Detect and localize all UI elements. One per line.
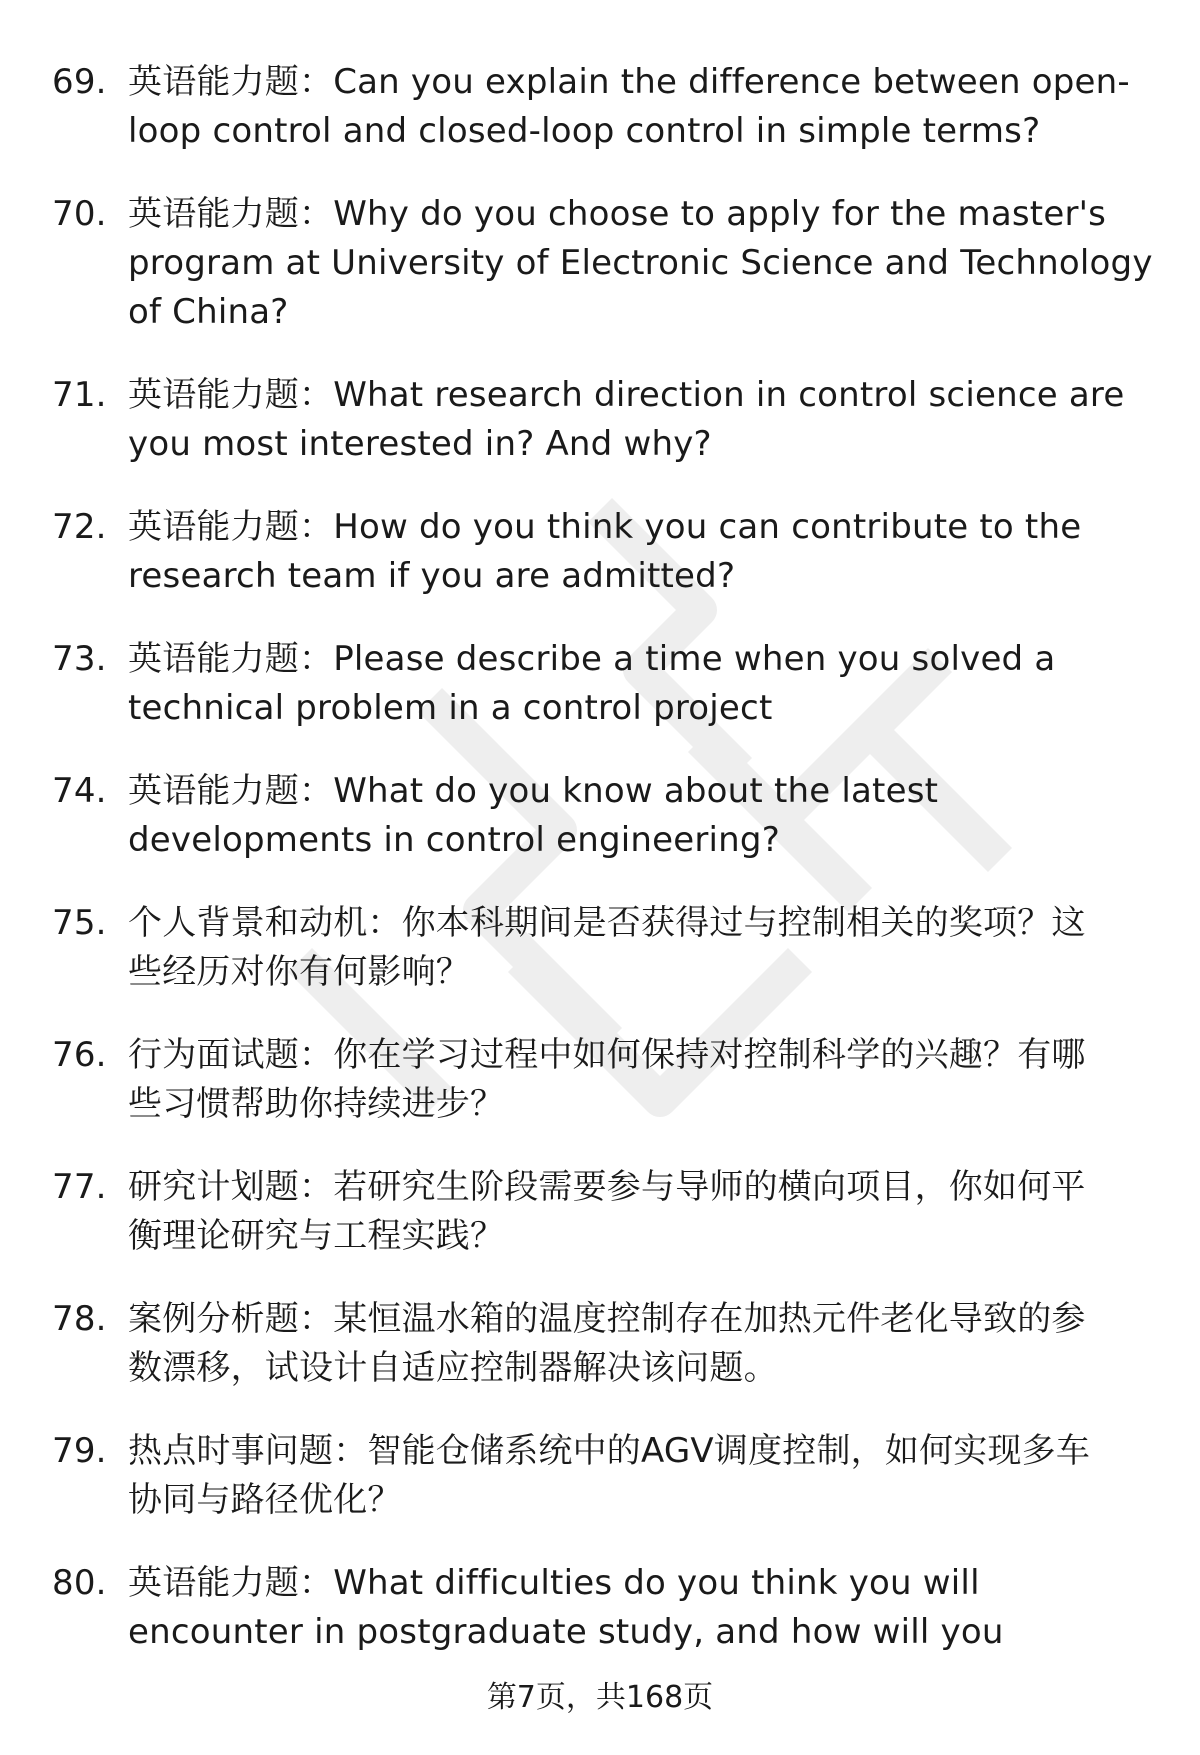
- question-text: [128, 58, 1162, 156]
- question-text-line: encounter in postgraduate study, and how will you: [128, 1612, 1004, 1652]
- question-item: [52, 1559, 1162, 1657]
- question-text-line: 研究计划题：若研究生阶段需要参与导师的横向项目，你如何平: [128, 1167, 1086, 1207]
- question-number: 72.: [52, 507, 107, 547]
- question-text-line: 英语能力题：Can you explain the difference between open-: [128, 62, 1130, 102]
- question-text-line: 英语能力题：What research direction in control science are: [128, 375, 1125, 415]
- question-text-line: program at University of Electronic Science and Technology: [128, 243, 1153, 283]
- question-number: 78.: [52, 1299, 107, 1339]
- question-text-line: 衡理论研究与工程实践？: [128, 1216, 505, 1256]
- question-number: 75.: [52, 903, 107, 943]
- question-text: [128, 1427, 1162, 1525]
- question-text-line: 英语能力题：What do you know about the latest: [128, 771, 939, 811]
- question-number: 76.: [52, 1035, 107, 1075]
- question-item: [52, 1163, 1162, 1261]
- question-text-line: loop control and closed-loop control in simple terms?: [128, 111, 1041, 151]
- question-list: [52, 58, 1162, 1691]
- question-item: [52, 503, 1162, 601]
- question-text-line: 英语能力题：Why do you choose to apply for the master's: [128, 194, 1107, 234]
- question-text-line: 英语能力题：What difficulties do you think you will: [128, 1563, 980, 1603]
- question-text: [128, 503, 1162, 601]
- question-text-line: 案例分析题：某恒温水箱的温度控制存在加热元件老化导致的参: [128, 1299, 1086, 1339]
- question-item: [52, 371, 1162, 469]
- question-number: 74.: [52, 771, 107, 811]
- question-text-line: 热点时事问题：智能仓储系统中的AGV调度控制，如何实现多车: [128, 1431, 1091, 1471]
- question-text: [128, 1031, 1162, 1129]
- question-item: [52, 767, 1162, 865]
- question-text: [128, 190, 1162, 337]
- page-footer: [0, 1678, 1200, 1718]
- question-item: [52, 899, 1162, 997]
- question-text: [128, 635, 1162, 733]
- question-text-line: 数漂移，试设计自适应控制器解决该问题。: [128, 1348, 778, 1388]
- question-number: 77.: [52, 1167, 107, 1207]
- question-number: 70.: [52, 194, 107, 234]
- question-item: [52, 635, 1162, 733]
- question-text: [128, 371, 1162, 469]
- question-text: [128, 1163, 1162, 1261]
- question-item: [52, 1295, 1162, 1393]
- question-text-line: 个人背景和动机：你本科期间是否获得过与控制相关的奖项？这: [128, 903, 1086, 943]
- question-text-line: of China?: [128, 292, 289, 332]
- question-text-line: 行为面试题：你在学习过程中如何保持对控制科学的兴趣？有哪: [128, 1035, 1086, 1075]
- question-number: 71.: [52, 375, 107, 415]
- question-text: [128, 1295, 1162, 1393]
- question-number: 73.: [52, 639, 107, 679]
- question-item: [52, 1427, 1162, 1525]
- question-text-line: developments in control engineering?: [128, 820, 780, 860]
- question-text-line: you most interested in? And why?: [128, 424, 712, 464]
- question-text-line: 协同与路径优化？: [128, 1480, 402, 1520]
- question-text: [128, 899, 1162, 997]
- question-text-line: 英语能力题：Please describe a time when you solved a: [128, 639, 1056, 679]
- question-text: [128, 1559, 1162, 1657]
- question-text-line: 些习惯帮助你持续进步？: [128, 1084, 505, 1124]
- question-text: [128, 767, 1162, 865]
- page-number-label: 第7页，共168页: [486, 1680, 714, 1715]
- question-text-line: 些经历对你有何影响？: [128, 952, 470, 992]
- question-item: [52, 190, 1162, 337]
- question-text-line: 英语能力题：How do you think you can contribute to the: [128, 507, 1082, 547]
- question-text-line: technical problem in a control project: [128, 688, 773, 728]
- question-number: 80.: [52, 1563, 107, 1603]
- question-number: 79.: [52, 1431, 107, 1471]
- question-number: 69.: [52, 62, 107, 102]
- question-item: [52, 58, 1162, 156]
- question-item: [52, 1031, 1162, 1129]
- question-text-line: research team if you are admitted?: [128, 556, 736, 596]
